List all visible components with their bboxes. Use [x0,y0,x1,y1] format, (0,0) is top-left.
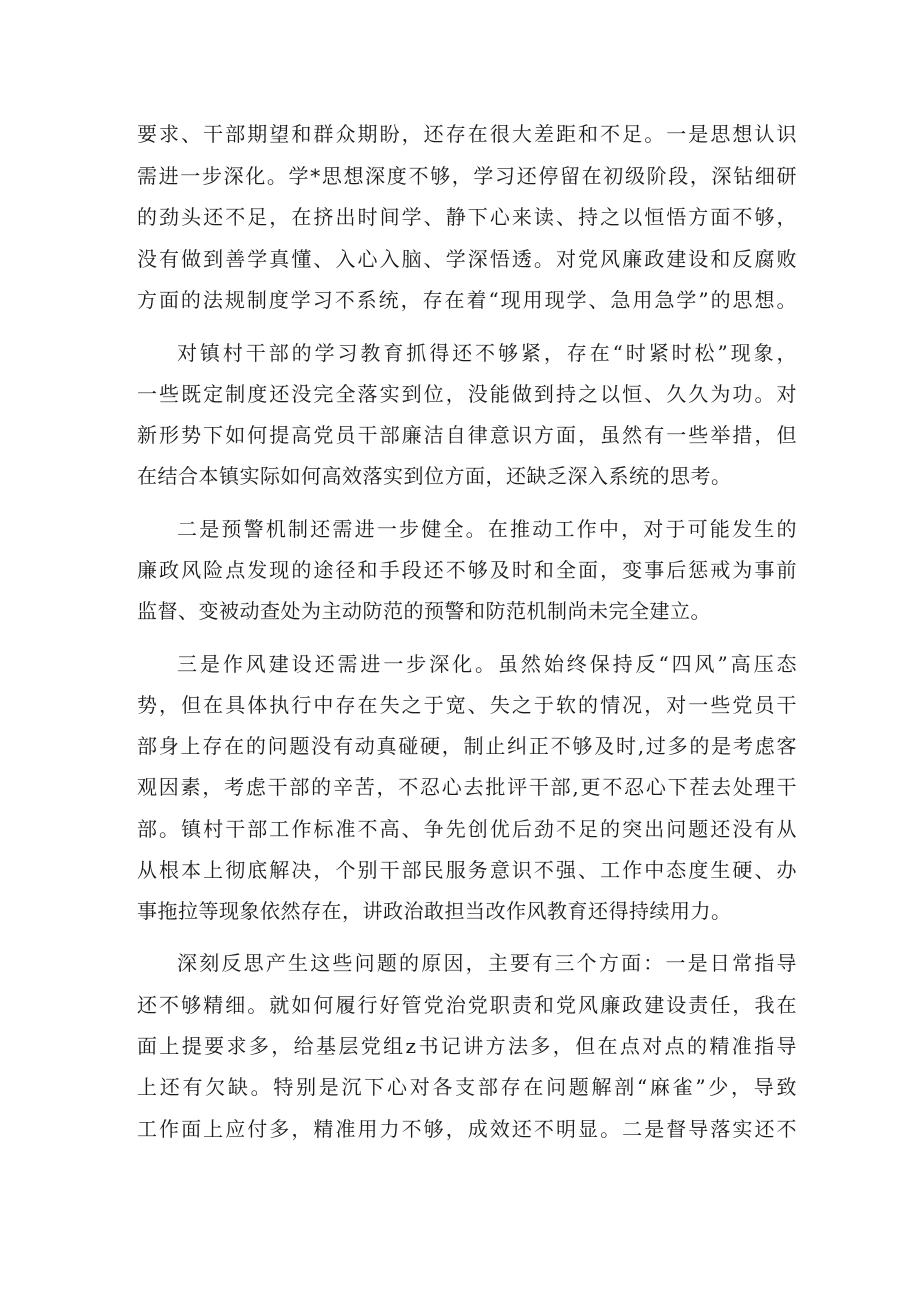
text-line: 的劲头还不足，在挤出时间学、静下心来读、持之以恒悟方面不够， [137,205,797,229]
text-line: 从根本上彻底解决，个别干部民服务意识不强、工作中态度生硬、办 [137,858,797,882]
text-line: 没有做到善学真懂、入心入脑、学深悟透。对党风廉政建设和反腐败 [137,247,797,271]
text-line: 工作面上应付多，精准用力不够，成效还不明显。二是督导落实还不 [137,1117,797,1141]
text-line: 面上提要求多，给基层党组z书记讲方法多，但在点对点的精准指导 [137,1034,797,1058]
text-line: 还不够精细。就如何履行好管党治党职责和党风廉政建设责任，我在 [137,993,797,1017]
text-line: 在结合本镇实际如何高效落实到位方面，还缺乏深入系统的思考。 [137,464,732,488]
text-line: 部身上存在的问题没有动真碰硬，制止纠正不够及时,过多的是考虑客 [137,734,797,758]
text-line: 廉政风险点发现的途径和手段还不够及时和全面，变事后惩戒为事前 [137,558,797,582]
text-line: 事拖拉等现象依然存在，讲政治敢担当改作风教育还得持续用力。 [137,899,732,923]
text-line: 上还有欠缺。特别是沉下心对各支部存在问题解剖“麻雀”少，导致 [137,1075,797,1099]
text-line: 方面的法规制度学习不系统，存在着“现用现学、急用急学”的思想。 [137,288,797,312]
text-line: 深刻反思产生这些问题的原因，主要有三个方面：一是日常指导 [177,951,797,975]
text-line: 观因素，考虑干部的辛苦，不忍心去批评干部,更不忍心下茬去处理干 [137,775,797,799]
text-line: 部。镇村干部工作标准不高、争先创优后劲不足的突出问题还没有从 [137,817,797,841]
text-line: 新形势下如何提高党员干部廉洁自律意识方面，虽然有一些举措，但 [137,423,797,447]
text-line: 二是预警机制还需进一步健全。在推动工作中，对于可能发生的 [177,517,797,541]
text-line: 对镇村干部的学习教育抓得还不够紧，存在“时紧时松”现象， [177,341,797,365]
text-line: 要求、干部期望和群众期盼，还存在很大差距和不足。一是思想认识 [137,122,797,146]
text-line: 需进一步深化。学*思想深度不够，学习还停留在初级阶段，深钻细研 [137,164,797,188]
text-line: 势，但在具体执行中存在失之于宽、失之于软的情况，对一些党员干 [137,693,797,717]
text-line: 一些既定制度还没完全落实到位，没能做到持之以恒、久久为功。对 [137,382,797,406]
text-line: 监督、变被动查处为主动防范的预警和防范机制尚未完全建立。 [137,599,711,623]
text-line: 三是作风建设还需进一步深化。虽然始终保持反“四风”高压态 [177,652,797,676]
